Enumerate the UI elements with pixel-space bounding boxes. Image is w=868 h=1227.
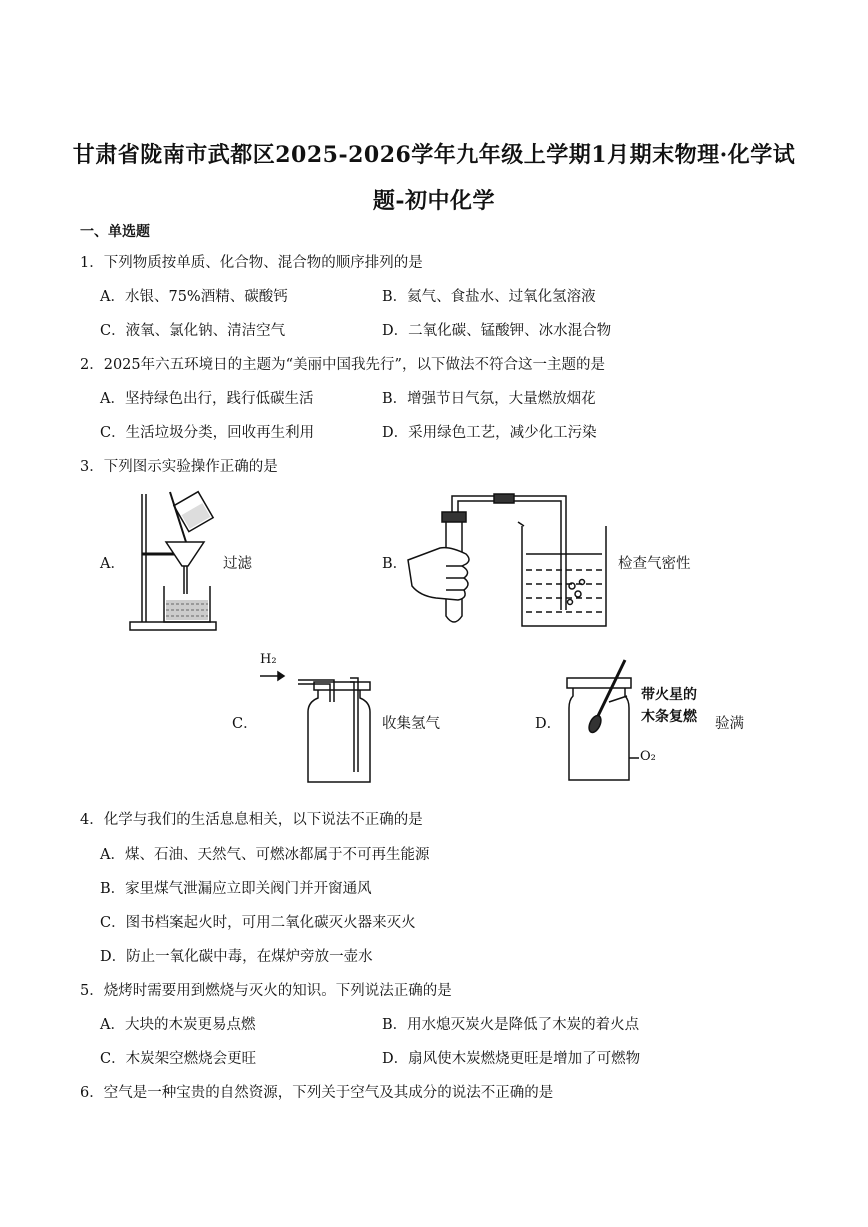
question-3-option-a-caption: 过滤 bbox=[223, 556, 252, 572]
page-title: 甘肃省陇南市武都区2025-2026学年九年级上学期1月期末物理·化学试 bbox=[72, 142, 796, 168]
question-4-option-d: D．防止一氧化碳中毒，在煤炉旁放一壶水 bbox=[100, 949, 373, 965]
question-5-option-a: A．大块的木炭更易点燃 bbox=[100, 1017, 256, 1033]
question-4-option-c: C．图书档案起火时，可用二氧化碳灭火器来灭火 bbox=[100, 915, 416, 931]
section-heading: 一、单选题 bbox=[80, 224, 150, 240]
question-3-option-d-letter: D． bbox=[535, 716, 562, 732]
page-title-continued: 题-初中化学 bbox=[372, 188, 496, 214]
question-1-stem: 1．下列物质按单质、化合物、混合物的顺序排列的是 bbox=[80, 255, 423, 271]
question-3-option-b-caption: 检查气密性 bbox=[618, 556, 691, 572]
question-1-option-a: A．水银、75%酒精、碳酸钙 bbox=[100, 289, 288, 305]
question-3-option-d-caption: 验满 bbox=[715, 716, 744, 732]
question-2-stem: 2．2025年六五环境日的主题为“美丽中国我先行”，以下做法不符合这一主题的是 bbox=[80, 357, 605, 373]
question-5-stem: 5．烧烤时需要用到燃烧与灭火的知识。下列说法正确的是 bbox=[80, 983, 452, 999]
filtration-apparatus-figure bbox=[128, 486, 220, 636]
question-3-stem: 3．下列图示实验操作正确的是 bbox=[80, 459, 278, 475]
question-4-stem: 4．化学与我们的生活息息相关，以下说法不正确的是 bbox=[80, 812, 423, 828]
question-4-option-a: A．煤、石油、天然气、可燃冰都属于不可再生能源 bbox=[100, 847, 430, 863]
question-3-option-b-letter: B． bbox=[382, 556, 408, 572]
question-5-option-c: C．木炭架空燃烧会更旺 bbox=[100, 1051, 257, 1067]
question-1-option-d: D．二氧化碳、锰酸钾、冰水混合物 bbox=[382, 323, 612, 339]
oxygen-gas-label: O₂ bbox=[640, 749, 656, 764]
glowing-splint-note-line1: 带火星的 bbox=[641, 687, 697, 703]
question-5-option-b: B．用水熄灭炭火是降低了木炭的着火点 bbox=[382, 1017, 640, 1033]
question-1-option-b: B．氦气、食盐水、过氧化氢溶液 bbox=[382, 289, 596, 305]
hydrogen-gas-label: H₂ bbox=[260, 652, 277, 667]
airtightness-check-figure bbox=[406, 490, 612, 632]
question-1-option-c: C．液氧、氯化钠、清洁空气 bbox=[100, 323, 286, 339]
question-2-option-a: A．坚持绿色出行，践行低碳生活 bbox=[100, 391, 314, 407]
question-6-stem: 6．空气是一种宝贵的自然资源，下列关于空气及其成分的说法不正确的是 bbox=[80, 1085, 554, 1101]
question-4-option-b: B．家里煤气泄漏应立即关阀门并开窗通风 bbox=[100, 881, 372, 897]
question-3-option-a-letter: A． bbox=[100, 556, 125, 572]
question-3-option-c-letter: C． bbox=[232, 716, 258, 732]
question-2-option-c: C．生活垃圾分类，回收再生利用 bbox=[100, 425, 315, 441]
question-3-option-c-caption: 收集氢气 bbox=[382, 716, 440, 732]
hydrogen-collection-figure bbox=[258, 668, 378, 786]
question-2-option-b: B．增强节日气氛，大量燃放烟花 bbox=[382, 391, 596, 407]
glowing-splint-note-line2: 木条复燃 bbox=[641, 709, 697, 725]
question-5-option-d: D．扇风使木炭燃烧更旺是增加了可燃物 bbox=[382, 1051, 641, 1067]
question-2-option-d: D．采用绿色工艺，减少化工污染 bbox=[382, 425, 597, 441]
